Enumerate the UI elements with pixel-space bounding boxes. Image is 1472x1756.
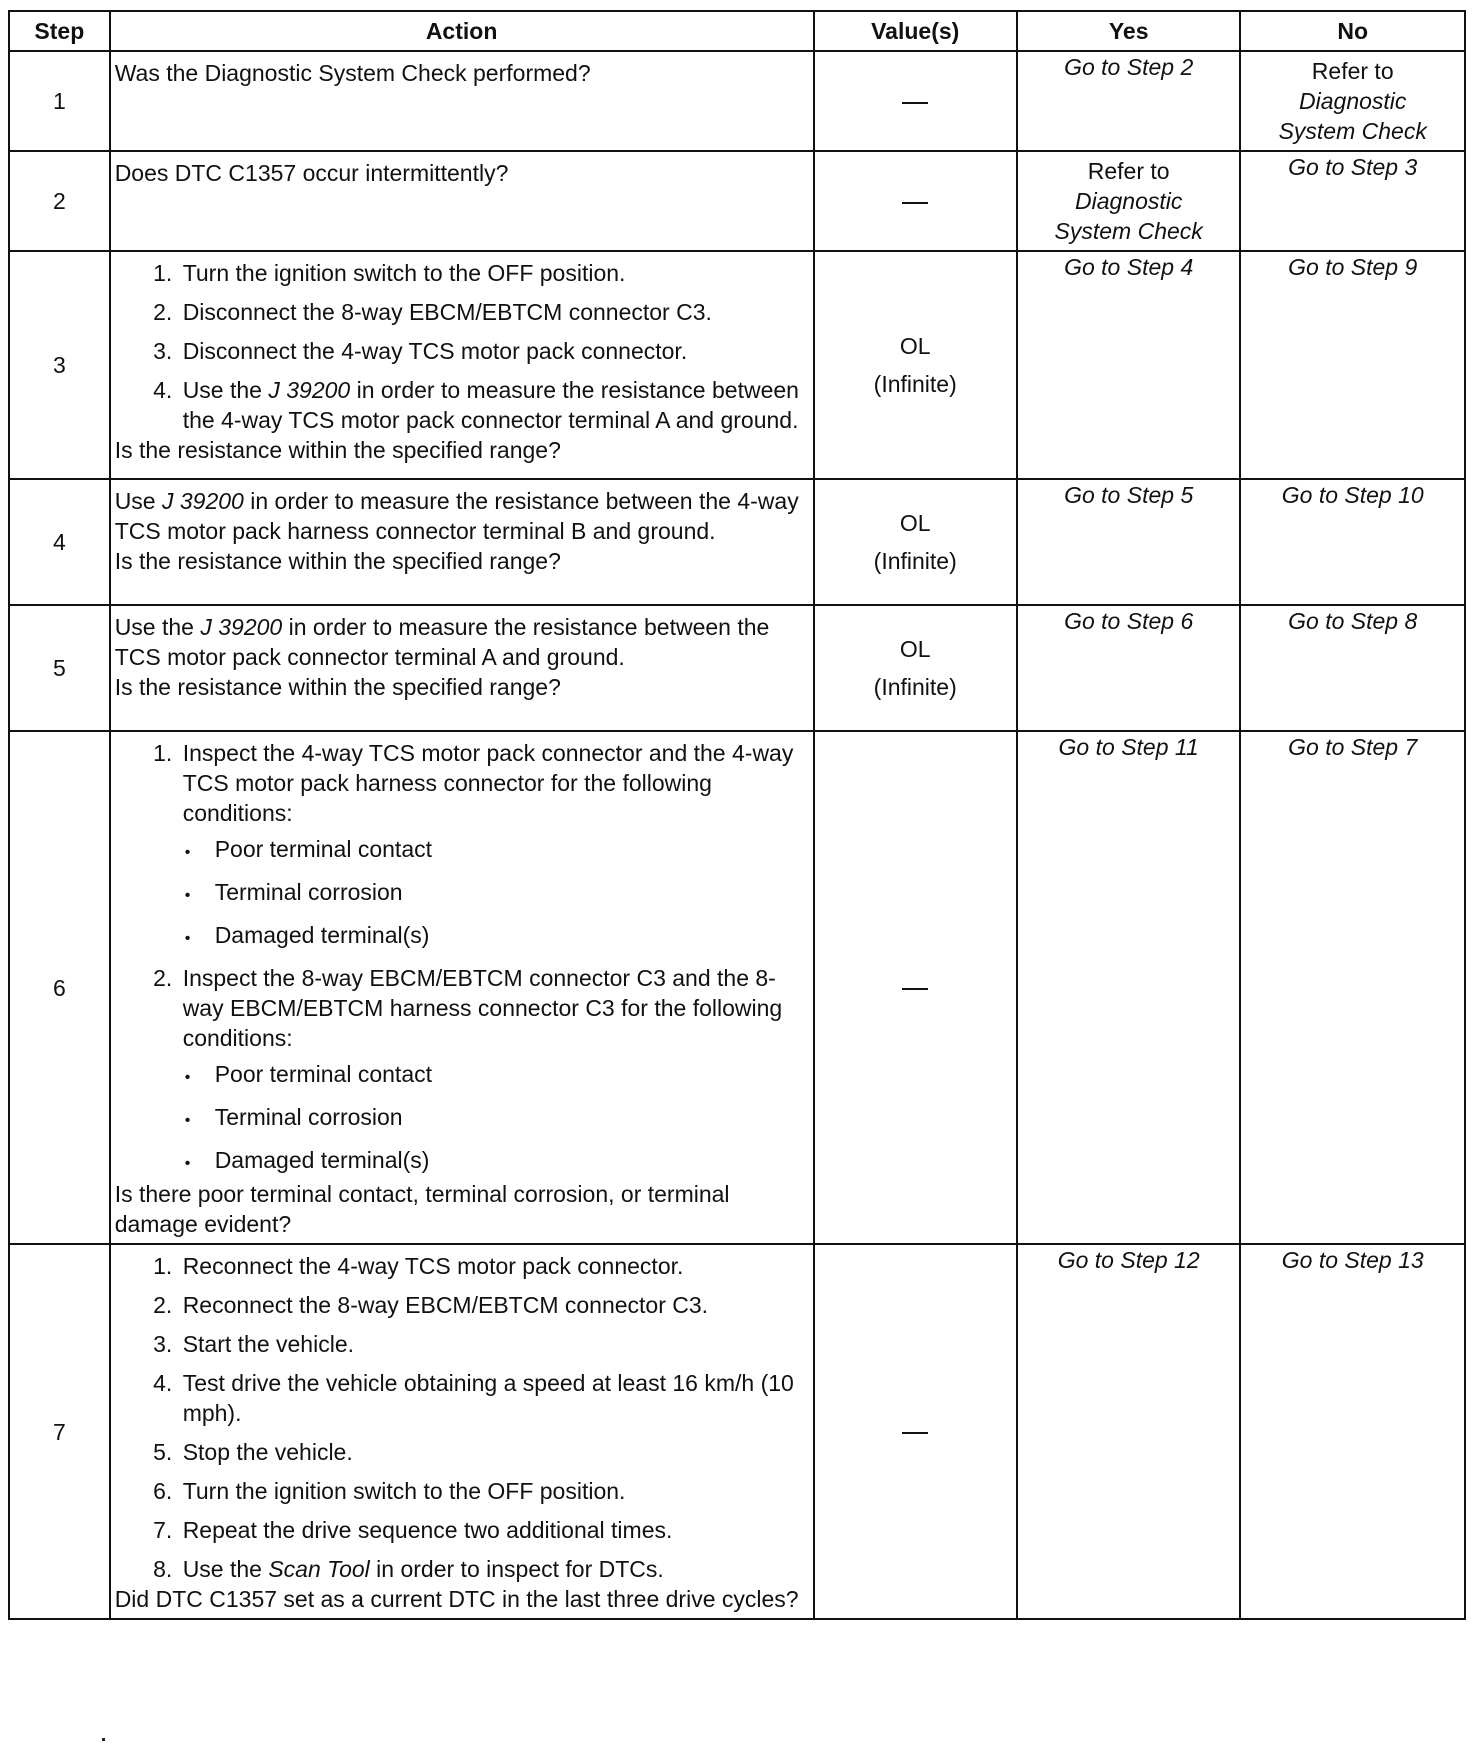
action-cell <box>110 479 814 605</box>
action-step: 2. Reconnect the 8-way EBCM/EBTCM connector C3. <box>179 1290 807 1320</box>
dash-mark <box>902 988 928 990</box>
yes-result: Go to Step 2 <box>1064 54 1194 80</box>
tool-name: J 39200 <box>200 614 283 640</box>
table-row-step-7 <box>9 1244 1465 1619</box>
table-row-step-4 <box>9 479 1465 605</box>
values-cell <box>814 151 1017 251</box>
no-result: Go to Step 7 <box>1288 734 1418 760</box>
text-segment: Use the <box>182 1556 269 1582</box>
action-question: Is the resistance within the specified range? <box>114 437 561 463</box>
values-cell <box>814 251 1017 479</box>
action-step: 2. Disconnect the 8-way EBCM/EBTCM connector C3. <box>179 297 807 327</box>
no-result: Go to Step 10 <box>1281 482 1424 508</box>
condition-item: • Terminal corrosion <box>185 877 807 911</box>
action-step: 1. Reconnect the 4-way TCS motor pack connector. <box>179 1251 807 1281</box>
yes-cell <box>1017 605 1241 731</box>
header-action: Action <box>110 11 814 51</box>
yes-cell <box>1017 731 1241 1244</box>
header-yes: Yes <box>1017 11 1241 51</box>
table-row-step-5 <box>9 605 1465 731</box>
action-steps <box>115 738 807 1179</box>
step-number: 3 <box>9 251 110 479</box>
table-row-step-3 <box>9 251 1465 479</box>
action-question: Is there poor terminal contact, terminal corrosion, or terminal damage evident? <box>114 1181 730 1237</box>
condition-item: • Damaged terminal(s) <box>185 1145 807 1179</box>
action-step: 7. Repeat the drive sequence two additional times. <box>179 1515 807 1545</box>
text-segment: in order to measure the resistance between the 4-way TCS motor pack harness connector terminal B and ground. <box>114 488 799 544</box>
condition-item: • Poor terminal contact <box>185 1059 807 1093</box>
scan-speck <box>102 1738 105 1741</box>
action-step: 6. Turn the ignition switch to the OFF position. <box>179 1476 807 1506</box>
no-result: Go to Step 3 <box>1288 154 1418 180</box>
values-cell <box>814 605 1017 731</box>
no-cell <box>1240 1244 1465 1619</box>
yes-ref-line-1: Refer to <box>1087 158 1170 184</box>
yes-result: Go to Step 11 <box>1058 734 1199 760</box>
action-cell <box>110 605 814 731</box>
value-secondary: (Infinite) <box>873 674 957 700</box>
value-primary: OL <box>899 510 931 536</box>
condition-list <box>183 1059 807 1179</box>
yes-ref-line-2: Diagnostic <box>1074 188 1183 214</box>
action-question: Does DTC C1357 occur intermittently? <box>114 160 509 186</box>
text-segment: Use <box>114 488 162 514</box>
diagnostic-table-page <box>8 10 1466 1620</box>
no-result: Go to Step 13 <box>1281 1247 1424 1273</box>
value-secondary: (Infinite) <box>873 548 957 574</box>
yes-cell <box>1017 1244 1241 1619</box>
no-result: Go to Step 8 <box>1288 608 1418 634</box>
action-steps <box>115 258 807 435</box>
header-row <box>9 11 1465 51</box>
text-segment: in order to inspect for DTCs. <box>369 1556 664 1582</box>
text-segment: Use the <box>114 614 201 640</box>
action-step <box>179 963 807 1179</box>
yes-result: Go to Step 6 <box>1064 608 1194 634</box>
action-step <box>179 375 807 435</box>
step-number: 1 <box>9 51 110 151</box>
action-text <box>115 612 807 672</box>
dash-mark <box>902 202 928 204</box>
header-step: Step <box>9 11 110 51</box>
value-primary: OL <box>899 636 931 662</box>
action-step <box>179 738 807 954</box>
yes-cell <box>1017 251 1241 479</box>
table-row-step-6 <box>9 731 1465 1244</box>
values-cell <box>814 479 1017 605</box>
action-cell <box>110 731 814 1244</box>
action-step <box>179 1554 807 1584</box>
header-values: Value(s) <box>814 11 1017 51</box>
condition-list <box>183 834 807 954</box>
no-cell <box>1240 251 1465 479</box>
action-text <box>115 486 807 546</box>
values-cell <box>814 731 1017 1244</box>
tool-name: J 39200 <box>268 377 351 403</box>
text-segment: Use the <box>182 377 269 403</box>
text-segment: in order to measure the resistance between the 4-way TCS motor pack connector terminal A and ground. <box>182 377 799 433</box>
table-row-step-1 <box>9 51 1465 151</box>
dash-mark <box>902 1432 928 1434</box>
tool-name: Scan Tool <box>268 1556 370 1582</box>
action-step: 1. Turn the ignition switch to the OFF position. <box>179 258 807 288</box>
no-ref-line-2: Diagnostic <box>1299 88 1407 114</box>
step-number: 6 <box>9 731 110 1244</box>
step-number: 4 <box>9 479 110 605</box>
dash-mark <box>902 102 928 104</box>
header-no: No <box>1240 11 1465 51</box>
action-step-text: Inspect the 8-way EBCM/EBTCM connector C3 and the 8-way EBCM/EBTCM harness connector C3 for the following conditions: <box>182 965 783 1051</box>
action-cell <box>110 1244 814 1619</box>
condition-item: • Poor terminal contact <box>185 834 807 868</box>
yes-cell <box>1017 51 1241 151</box>
values-cell <box>814 51 1017 151</box>
yes-result: Go to Step 12 <box>1057 1247 1200 1273</box>
diagnostic-table <box>8 10 1466 1620</box>
yes-cell <box>1017 151 1241 251</box>
yes-result: Go to Step 5 <box>1064 482 1194 508</box>
no-cell <box>1240 731 1465 1244</box>
action-cell <box>110 51 814 151</box>
action-question: Did DTC C1357 set as a current DTC in the last three drive cycles? <box>114 1586 799 1612</box>
action-cell <box>110 251 814 479</box>
yes-ref-line-3: System Check <box>1054 218 1203 244</box>
no-ref-line-3: System Check <box>1278 118 1427 144</box>
text-segment: in order to measure the resistance between the TCS motor pack connector terminal A and ground. <box>114 614 770 670</box>
tool-name: J 39200 <box>161 488 244 514</box>
value-primary: OL <box>899 333 931 359</box>
action-steps <box>115 1251 807 1584</box>
no-cell <box>1240 151 1465 251</box>
action-question: Is the resistance within the specified range? <box>114 548 561 574</box>
action-step: 5. Stop the vehicle. <box>179 1437 807 1467</box>
action-question: Was the Diagnostic System Check performed? <box>114 60 591 86</box>
condition-item: • Terminal corrosion <box>185 1102 807 1136</box>
no-cell <box>1240 605 1465 731</box>
condition-item: • Damaged terminal(s) <box>185 920 807 954</box>
action-step-text: Inspect the 4-way TCS motor pack connector and the 4-way TCS motor pack harness connector for the following conditions: <box>182 740 794 826</box>
values-cell <box>814 1244 1017 1619</box>
step-number: 7 <box>9 1244 110 1619</box>
no-ref-line-1: Refer to <box>1311 58 1394 84</box>
action-step: 3. Start the vehicle. <box>179 1329 807 1359</box>
action-question: Is the resistance within the specified range? <box>114 674 561 700</box>
no-cell <box>1240 479 1465 605</box>
no-result: Go to Step 9 <box>1288 254 1418 280</box>
action-step: 3. Disconnect the 4-way TCS motor pack connector. <box>179 336 807 366</box>
step-number: 5 <box>9 605 110 731</box>
action-cell <box>110 151 814 251</box>
step-number: 2 <box>9 151 110 251</box>
no-cell <box>1240 51 1465 151</box>
table-row-step-2 <box>9 151 1465 251</box>
yes-result: Go to Step 4 <box>1064 254 1194 280</box>
yes-cell <box>1017 479 1241 605</box>
value-secondary: (Infinite) <box>873 371 957 397</box>
action-step: 4. Test drive the vehicle obtaining a speed at least 16 km/h (10 mph). <box>179 1368 807 1428</box>
